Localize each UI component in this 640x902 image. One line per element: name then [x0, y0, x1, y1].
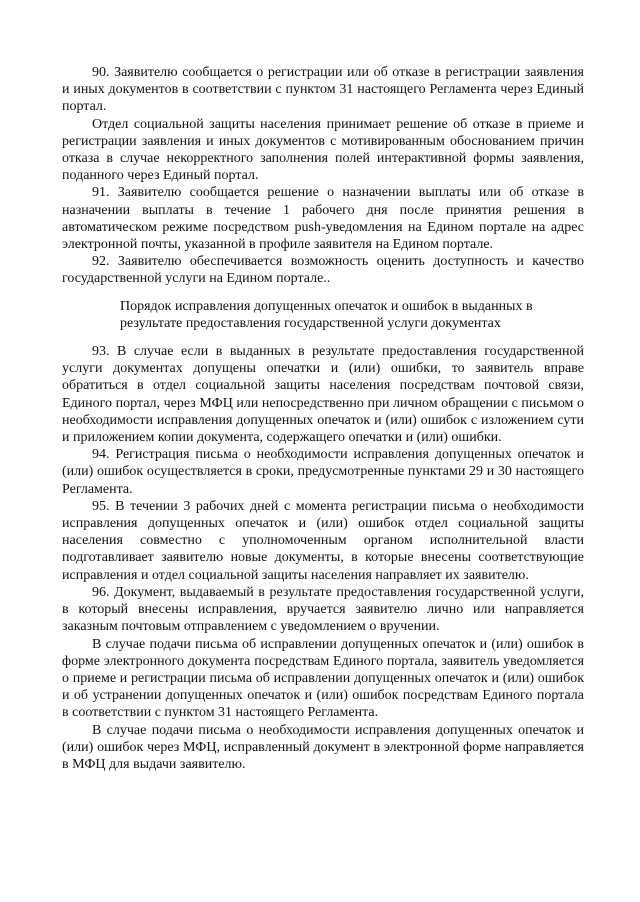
section-heading: Порядок исправления допущенных опечаток и ошибок в выданных в результате предоставления государственной услуги документах [120, 298, 533, 331]
paragraph-93: 93. В случае если в выданных в результате предоставления государственной услуги документах допущены опечатки и (или) ошибки, то заявитель вправе обратиться в отдел социальной защиты населения посредствам почтовой связи, Единого портал, через МФЦ или непосредственно при личном обращении с письмом о необходимости исправления допущенных опечаток и (или) ошибок с изложением сути и приложением копии документа, содержащего опечатки и (или) ошибки. [62, 344, 584, 446]
paragraph-90: 90. Заявителю сообщается о регистрации или об отказе в регистрации заявления и иных документов в соответствии с пунктом 31 настоящего Регламента через Единый портал. [62, 65, 584, 115]
paragraph-90-continuation: Отдел социальной защиты населения принимает решение об отказе в приеме и регистрации заявления и иных документов с мотивированным обоснованием причин отказа в случае некорректного заполнения полей интерактивной формы заявления, поданного через Единый портал. [62, 116, 584, 184]
paragraph-96-electronic: В случае подачи письма об исправлении допущенных опечаток и (или) ошибок в форме электронного документа посредствам Единого портала, заявитель уведомляется о приеме и регистрации письма об исправлении допущенных опечаток и (или) ошибок и об устранении допущенных опечаток и (или) ошибок посредствам Единого портала в соответствии с пунктом 31 настоящего Регламента. [62, 636, 584, 721]
paragraph-94: 94. Регистрация письма о необходимости исправления допущенных опечаток и (или) ошибок осуществляется в сроки, предусмотренные пунктами 29 и 30 настоящего Регламента. [62, 447, 584, 497]
paragraph-95: 95. В течении 3 рабочих дней с момента регистрации письма о необходимости исправления допущенных опечаток и (или) ошибок отдел социальной защиты населения совместно с уполномоченным органом исполнительной власти подготавливает заявителю новые документы, в которые внесены соответствующие исправления и отдел социальной защиты населения направляет их заявителю. [62, 498, 584, 583]
paragraph-92: 92. Заявителю обеспечивается возможность оценить доступность и качество государственной услуги на Едином портале.. [62, 254, 584, 287]
paragraph-96-mfc: В случае подачи письма о необходимости исправления допущенных опечаток и (или) ошибок через МФЦ, исправленный документ в электронной форме направляется в МФЦ для выдачи заявителю. [62, 722, 584, 772]
paragraph-96: 96. Документ, выдаваемый в результате предоставления государственной услуги, в который внесены исправления, вручается заявителю лично или направляется заказным почтовым отправлением с уведомлением о вручении. [62, 584, 584, 635]
document-body [62, 64, 584, 773]
paragraph-91: 91. Заявителю сообщается решение о назначении выплаты или об отказе в назначении выплаты в течение 1 рабочего дня после принятия решения в автоматическом режиме посредством push-уведомления на Едином портале на адрес электронной почты, указанной в профиле заявителя на Едином портале. [62, 185, 584, 253]
